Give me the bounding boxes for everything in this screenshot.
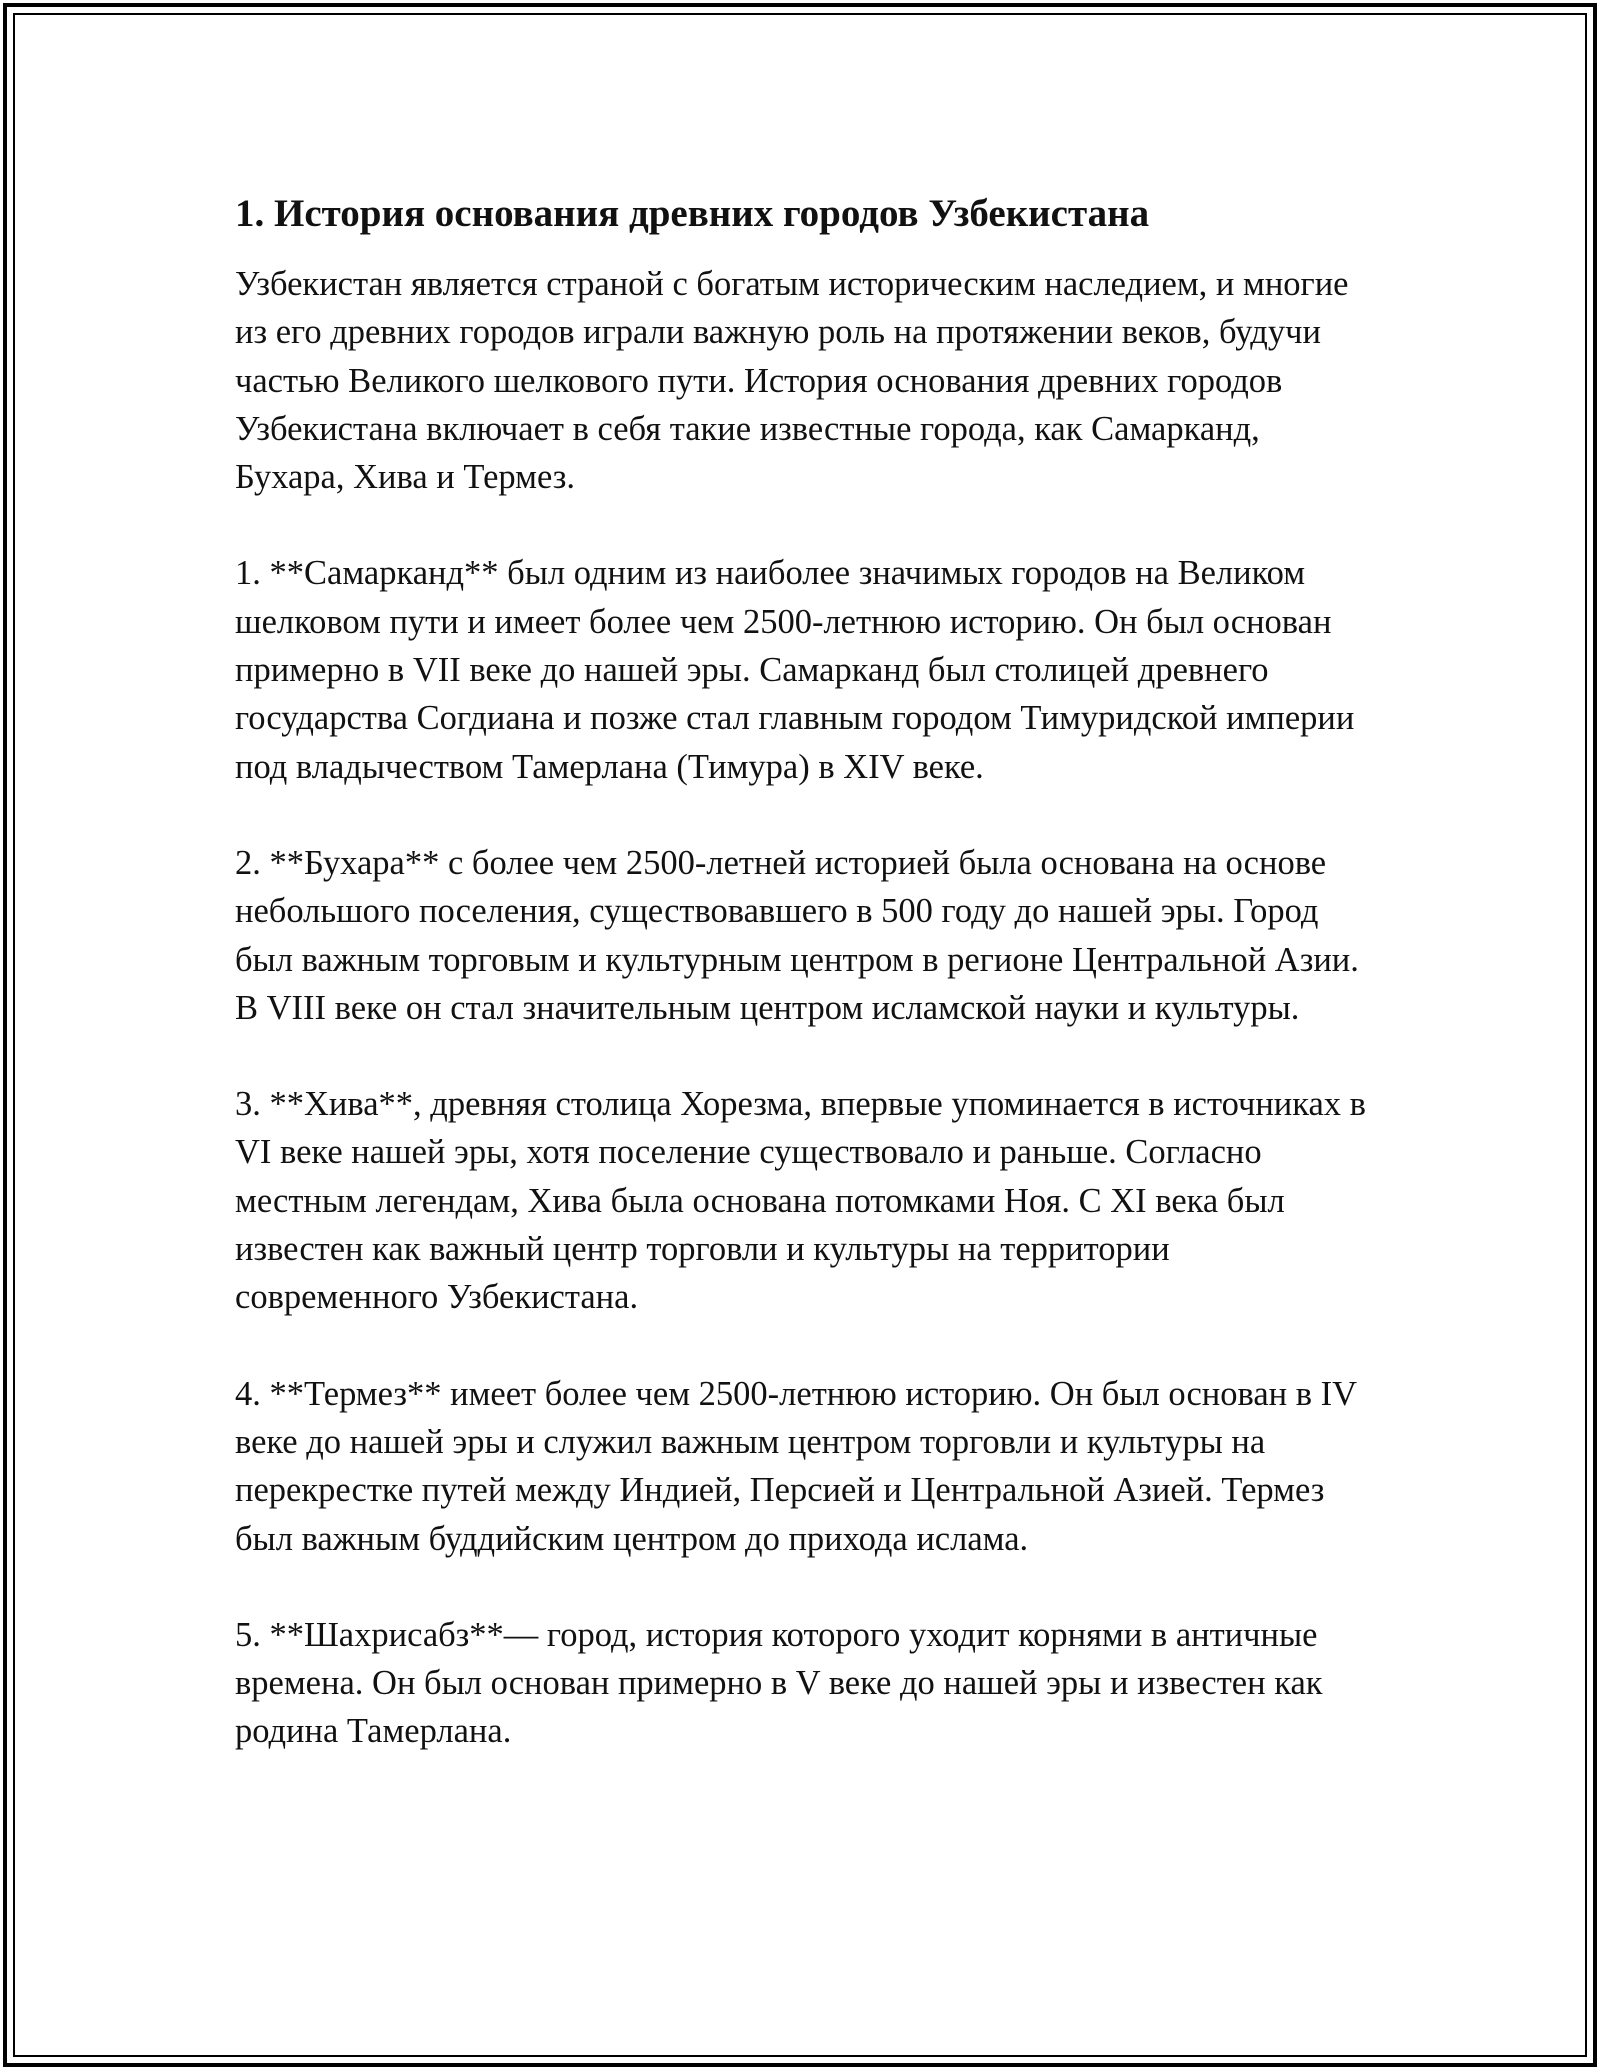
document-content <box>235 186 1375 1804</box>
khiva-paragraph: 3. **Хива**, древняя столица Хорезма, впервые упоминается в источниках в VI веке нашей эры, хотя поселение существовало и раньше. Согласно местным легендам, Хива была основана потомками Ноя. С XI века был известен как важный центр торговли и культуры на территории современного Узбекистана. <box>235 1085 1366 1317</box>
document-title: 1. История основания древних городов Узбекистана <box>235 192 1150 235</box>
samarkand-paragraph: 1. **Самарканд** был одним из наиболее значимых городов на Великом шелковом пути и имеет более чем 2500-летнюю историю. Он был основан примерно в VII веке до нашей эры. Самарканд был столицей древнего государства Согдиана и позже стал главным городом Тимуридской империи под владычеством Тамерлана (Тимура) в XIV веке. <box>235 554 1355 786</box>
termez-paragraph: 4. **Термез** имеет более чем 2500-летнюю историю. Он был основан в IV веке до нашей эры и служил важным центром торговли и культуры на перекрестке путей между Индией, Персией и Центральной Азией. Термез был важным буддийским центром до прихода ислама. <box>235 1374 1357 1558</box>
intro-paragraph: Узбекистан является страной с богатым историческим наследием, и многие из его древних городов играли важную роль на протяжении веков, будучи частью Великого шелкового пути. История основания древних городов Узбекистана включает в себя такие известные города, как Самарканд, Бухара, Хива и Термез. <box>235 265 1349 497</box>
bukhara-paragraph: 2. **Бухара** с более чем 2500-летней историей была основана на основе небольшого поселения, существовавшего в 500 году до нашей эры. Город был важным торговым и культурным центром в регионе Центральной Азии. В VIII веке он стал значительным центром исламской науки и культуры. <box>235 843 1359 1027</box>
shakhrisabz-paragraph: 5. **Шахрисабз**— город, история которого уходит корнями в античные времена. Он был основан примерно в V веке до нашей эры и известен как родина Тамерлана. <box>235 1615 1323 1751</box>
